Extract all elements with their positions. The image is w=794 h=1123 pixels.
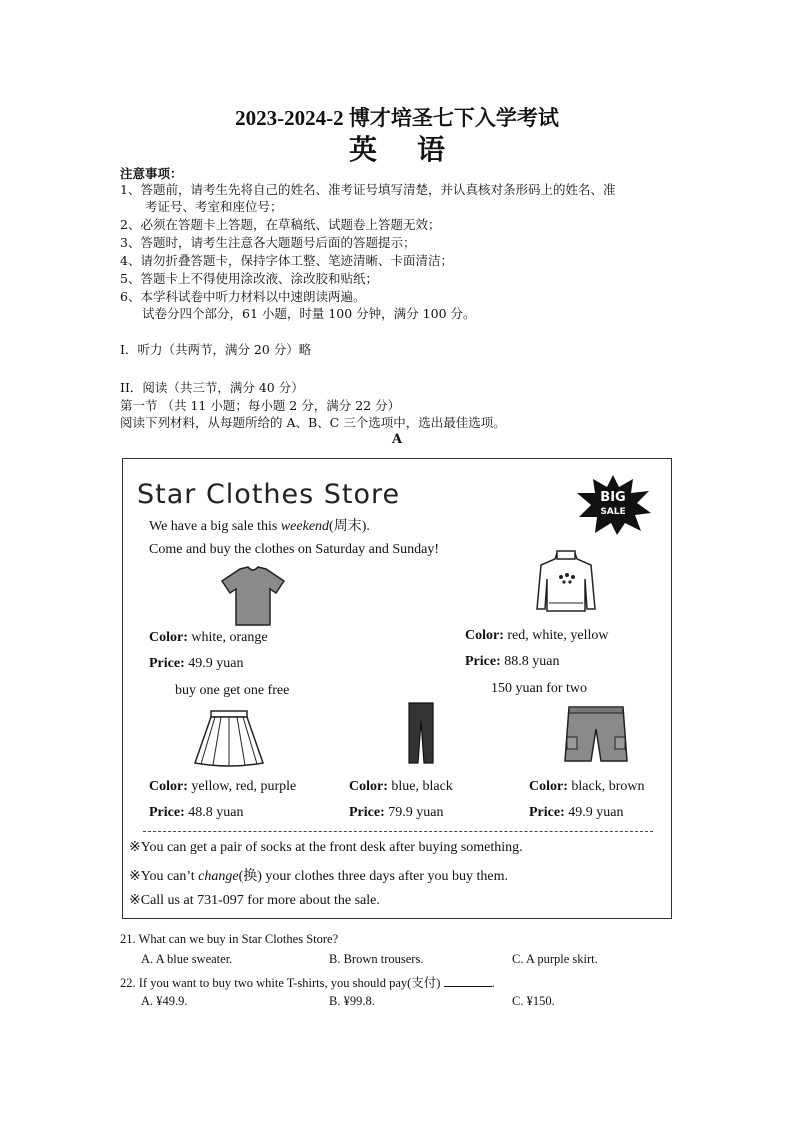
skirt-icon [191,709,267,767]
color-label: Color: [149,630,188,645]
q22-option-c: C. ¥150. [512,994,555,1008]
tshirt-color [149,630,268,646]
q22-stem: 22. If you want to buy two white T-shirts, you should pay(支付) [120,976,441,990]
tshirt-color-value: white, orange [187,630,268,645]
sweater-offer: 150 yuan for two [491,681,588,696]
badge-sale-text: SALE [600,507,626,517]
note-item: 4、请勿折叠答题卡，保持字体工整、笔迹清晰、卡面清洁； [120,253,453,268]
note-item: 5、答题卡上不得使用涂改液、涂改胶和贴纸； [120,271,378,286]
store-advertisement [122,458,672,919]
shorts-price-value: 49.9 yuan [564,805,624,820]
question-21: 21. What can we buy in Star Clothes Store? [120,932,339,946]
color-label: Color: [349,779,388,794]
ad-line-weekend [149,515,370,535]
ad-note-socks: ※You can get a pair of socks at the front desk after buying something. [129,840,523,855]
trousers-price [349,805,443,821]
note-item: 考证号、考室和座位号； [145,199,283,214]
q21-option-b: B. Brown trousers. [329,952,424,966]
tshirt-offer: buy one get one free [175,683,290,698]
color-label: Color: [149,779,188,794]
tshirt-price [149,656,243,672]
big-sale-badge [573,473,653,537]
passage-label: A [391,432,403,447]
ad-note-change [129,865,508,885]
skirt-price-value: 48.8 yuan [184,805,244,820]
ad-line-come: Come and buy the clothes on Saturday and Sunday! [149,542,440,557]
trousers-color [349,779,453,795]
note-item: 6、本学科试卷中听力材料以中速朗读两遍。 [120,289,366,304]
shorts-color-value: black, brown [567,779,645,794]
ad-line1-pre: We have a big sale this [149,519,281,534]
price-label: Price: [149,656,185,671]
ad-line1-post: (周末). [329,519,370,534]
note-item: 3、答题时，请考生注意各大题题号后面的答题提示； [120,235,416,250]
dashed-divider [143,831,653,832]
tshirt-icon [218,565,288,627]
ad-note-change-em: change [198,869,239,884]
note-item: 试卷分四个部分，61 小题，时量 100 分钟，满分 100 分。 [142,306,476,321]
section-part1: 第一节 （共 11 小题；每小题 2 分，满分 22 分） [120,398,401,413]
shorts-color [529,779,644,795]
exam-title: 2023-2024-2 博才培圣七下入学考试 [235,106,559,130]
notes-heading: 注意事项： [120,166,183,181]
skirt-color [149,779,296,795]
store-name: Star Clothes Store [137,479,401,510]
badge-big-text: BIG [600,490,626,505]
section-listening: I．听力（共两节，满分 20 分）略 [120,342,312,357]
section-reading: II．阅读（共三节，满分 40 分） [120,380,304,395]
color-label: Color: [465,628,504,643]
price-label: Price: [349,805,385,820]
shorts-price [529,805,623,821]
q22-stem-end: . [491,976,495,990]
q22-option-a: A. ¥49.9. [141,994,188,1008]
subject-title: 英语 [348,133,485,166]
price-label: Price: [529,805,565,820]
sweater-color [465,628,608,644]
section-instruction: 阅读下列材料，从每题所给的 A、B、C 三个选项中，选出最佳选项。 [120,415,506,430]
tshirt-price-value: 49.9 yuan [184,656,244,671]
skirt-color-value: yellow, red, purple [187,779,297,794]
q21-option-c: C. A purple skirt. [512,952,598,966]
sweater-price-value: 88.8 yuan [500,654,560,669]
trousers-price-value: 79.9 yuan [384,805,444,820]
ad-line1-em: weekend [280,519,330,534]
q22-option-b: B. ¥99.8. [329,994,375,1008]
sweater-color-value: red, white, yellow [503,628,609,643]
ad-note-change-pre: ※You can’t [129,869,199,884]
answer-blank [444,974,492,987]
shorts-icon [563,703,629,765]
ad-note-change-post: (换) your clothes three days after you buy them. [238,869,509,884]
trousers-icon [405,701,437,765]
sweater-icon [533,549,599,615]
color-label: Color: [529,779,568,794]
price-label: Price: [465,654,501,669]
ad-note-call: ※Call us at 731-097 for more about the sale. [129,893,380,908]
price-label: Price: [149,805,185,820]
skirt-price [149,805,243,821]
trousers-color-value: blue, black [387,779,453,794]
note-item: 1、答题前，请考生先将自己的姓名、准考证号填写清楚，并认真核对条形码上的姓名、准 [120,182,616,197]
question-22 [120,973,495,991]
q21-option-a: A. A blue sweater. [141,952,233,966]
note-item: 2、必须在答题卡上答题，在草稿纸、试题卷上答题无效； [120,217,441,232]
sweater-price [465,654,559,670]
